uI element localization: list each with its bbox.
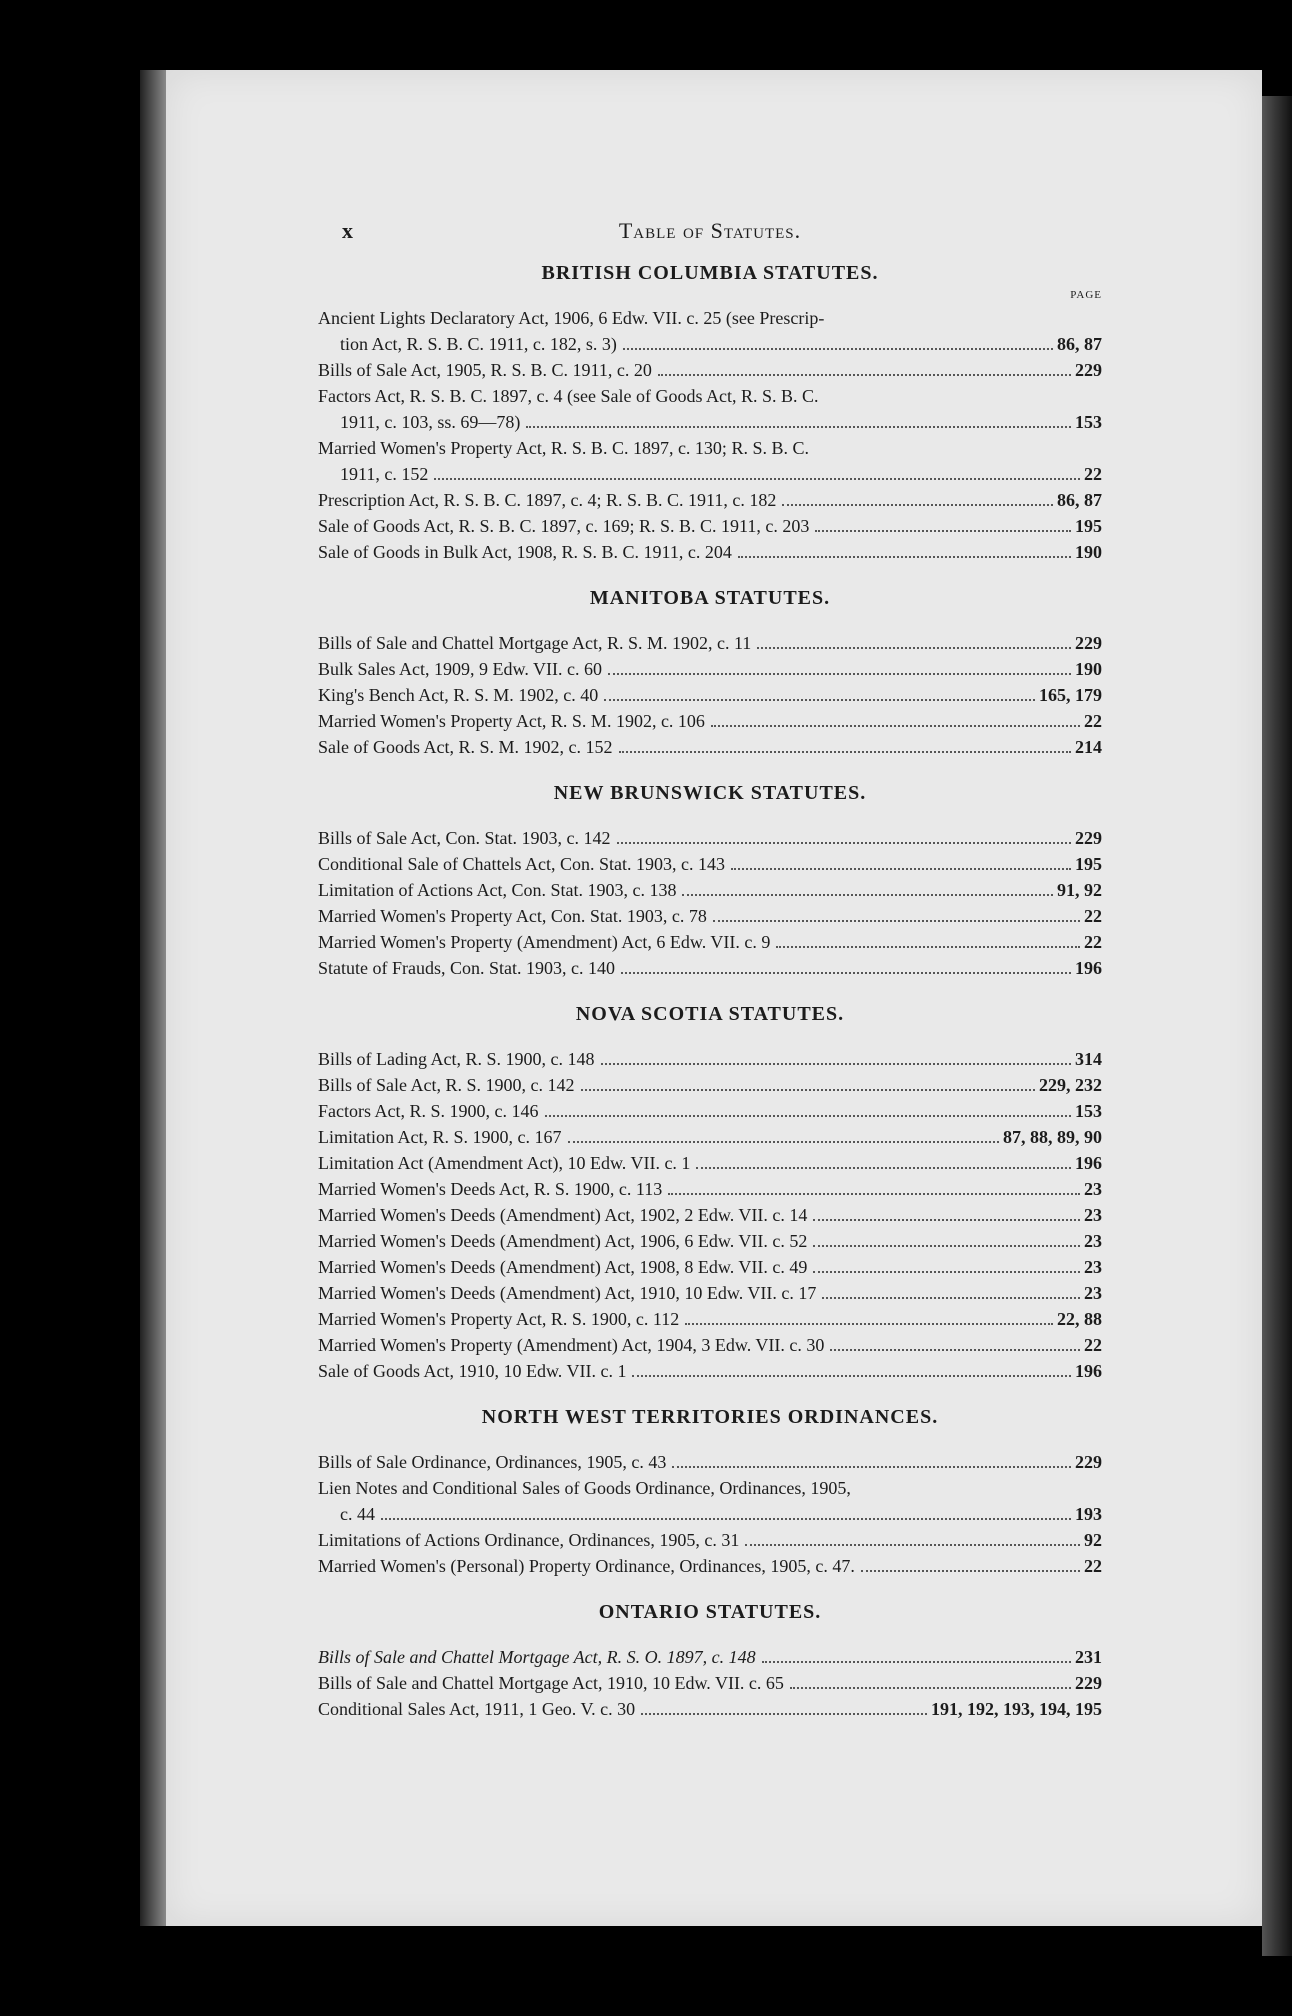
- statute-entry: [318, 1501, 1102, 1527]
- leader-dots: [658, 374, 1071, 376]
- statute-title: Limitation of Actions Act, Con. Stat. 1903, c. 138: [318, 880, 677, 900]
- leader-dots: [608, 673, 1071, 675]
- spacer: [318, 1579, 1102, 1601]
- statute-title: 1911, c. 152: [340, 464, 429, 484]
- statute-entry: [318, 1696, 1102, 1722]
- statute-title: tion Act, R. S. B. C. 1911, c. 182, s. 3): [340, 334, 617, 354]
- statute-entry: [318, 1176, 1102, 1202]
- leader-dots: [711, 725, 1080, 727]
- page-column-label: [318, 809, 1102, 825]
- statute-list: [318, 825, 1102, 981]
- page-reference: 196: [1075, 1153, 1102, 1173]
- leader-dots: [745, 1544, 1080, 1546]
- statute-entry: [318, 877, 1102, 903]
- statute-section: [318, 1003, 1102, 1406]
- page-reference: 23: [1084, 1257, 1102, 1277]
- page-reference: 22: [1084, 1556, 1102, 1576]
- statute-entry: [318, 409, 1102, 435]
- leader-dots: [672, 1466, 1071, 1468]
- statute-entry: [318, 1358, 1102, 1384]
- leader-dots: [526, 426, 1071, 428]
- statute-entry: [318, 1124, 1102, 1150]
- statute-entry: [318, 1449, 1102, 1475]
- statute-title: Married Women's Property (Amendment) Act, 6 Edw. VII. c. 9: [318, 932, 771, 952]
- page-reference: 214: [1075, 737, 1102, 757]
- page-reference: 190: [1075, 659, 1102, 679]
- statute-list: [318, 305, 1102, 565]
- page-reference: 87, 88, 89, 90: [1003, 1127, 1102, 1147]
- leader-dots: [790, 1687, 1071, 1689]
- statute-entry: [318, 1072, 1102, 1098]
- leader-dots: [813, 1219, 1080, 1221]
- statute-title: Conditional Sale of Chattels Act, Con. Stat. 1903, c. 143: [318, 854, 725, 874]
- page-reference: 229: [1075, 633, 1102, 653]
- statute-title: Married Women's Deeds (Amendment) Act, 1902, 2 Edw. VII. c. 14: [318, 1205, 808, 1225]
- page-reference: 22: [1084, 1335, 1102, 1355]
- statute-title: Married Women's Deeds (Amendment) Act, 1906, 6 Edw. VII. c. 52: [318, 1231, 808, 1251]
- page-reference: 22: [1084, 932, 1102, 952]
- leader-dots: [623, 348, 1053, 350]
- statute-entry: [318, 435, 1102, 461]
- statute-entry: [318, 1670, 1102, 1696]
- statute-title: Limitations of Actions Ordinance, Ordinances, 1905, c. 31: [318, 1530, 740, 1550]
- statute-entry: [318, 305, 1102, 331]
- page-reference: 195: [1075, 516, 1102, 536]
- leader-dots: [813, 1271, 1080, 1273]
- statute-list: [318, 1449, 1102, 1579]
- statute-section: [318, 782, 1102, 1003]
- page-column-label: [318, 1433, 1102, 1449]
- statute-entry: [318, 1254, 1102, 1280]
- leader-dots: [738, 556, 1071, 558]
- page-reference: 22: [1084, 711, 1102, 731]
- page-reference: 22: [1084, 906, 1102, 926]
- leader-dots: [762, 1661, 1071, 1663]
- statute-title: Bills of Sale and Chattel Mortgage Act, R. S. O. 1897, c. 148: [318, 1647, 756, 1667]
- statute-entry: [318, 1475, 1102, 1501]
- page-reference: 191, 192, 193, 194, 195: [931, 1699, 1102, 1719]
- page-column-label: [318, 1628, 1102, 1644]
- statute-entry: [318, 1280, 1102, 1306]
- page-right-edge: [1262, 96, 1292, 1956]
- spacer: [318, 565, 1102, 587]
- page-reference: 231: [1075, 1647, 1102, 1667]
- statute-entry: [318, 461, 1102, 487]
- page-binding-edge: [140, 70, 166, 1926]
- page-reference: 23: [1084, 1179, 1102, 1199]
- leader-dots: [757, 647, 1071, 649]
- statute-title: Statute of Frauds, Con. Stat. 1903, c. 140: [318, 958, 615, 978]
- page-number: x: [342, 218, 353, 243]
- spacer: [318, 250, 1102, 262]
- leader-dots: [776, 946, 1080, 948]
- leader-dots: [813, 1245, 1080, 1247]
- leader-dots: [641, 1713, 927, 1715]
- statute-entry: [318, 1306, 1102, 1332]
- statute-entry: [318, 383, 1102, 409]
- statute-entry: [318, 708, 1102, 734]
- page-reference: 229: [1075, 1452, 1102, 1472]
- page-reference: 229, 232: [1039, 1075, 1102, 1095]
- statute-title: Factors Act, R. S. 1900, c. 146: [318, 1101, 539, 1121]
- statute-title: c. 44: [340, 1504, 375, 1524]
- statute-entry: [318, 630, 1102, 656]
- statute-title: Married Women's Property Act, R. S. 1900, c. 112: [318, 1309, 680, 1329]
- page-reference: 165, 179: [1039, 685, 1102, 705]
- statute-entry: [318, 1553, 1102, 1579]
- leader-dots: [434, 478, 1080, 480]
- spacer: [318, 981, 1102, 1003]
- page-reference: 153: [1075, 1101, 1102, 1121]
- statute-entry: [318, 513, 1102, 539]
- page-reference: 153: [1075, 412, 1102, 432]
- statute-title: Bills of Sale and Chattel Mortgage Act, R. S. M. 1902, c. 11: [318, 633, 752, 653]
- leader-dots: [668, 1193, 1080, 1195]
- statute-entry: [318, 1046, 1102, 1072]
- statute-section: [318, 587, 1102, 782]
- leader-dots: [601, 1063, 1072, 1065]
- statute-title: Married Women's Deeds (Amendment) Act, 1910, 10 Edw. VII. c. 17: [318, 1283, 817, 1303]
- leader-dots: [581, 1089, 1036, 1091]
- statute-entry: [318, 1332, 1102, 1358]
- statute-entry: [318, 1098, 1102, 1124]
- statute-entry: [318, 825, 1102, 851]
- page-reference: 22, 88: [1057, 1309, 1102, 1329]
- statute-entry: [318, 1150, 1102, 1176]
- page-reference: 196: [1075, 1361, 1102, 1381]
- statute-list: [318, 630, 1102, 760]
- page-reference: 195: [1075, 854, 1102, 874]
- leader-dots: [619, 751, 1072, 753]
- leader-dots: [381, 1518, 1071, 1520]
- statute-entry: [318, 1228, 1102, 1254]
- statute-list: [318, 1644, 1102, 1722]
- leader-dots: [822, 1297, 1080, 1299]
- page-reference: 22: [1084, 464, 1102, 484]
- leader-dots: [861, 1570, 1080, 1572]
- statute-title: Limitation Act (Amendment Act), 10 Edw. VII. c. 1: [318, 1153, 691, 1173]
- leader-dots: [696, 1167, 1071, 1169]
- leader-dots: [682, 894, 1053, 896]
- statute-title: Bills of Lading Act, R. S. 1900, c. 148: [318, 1049, 595, 1069]
- statute-entry: [318, 851, 1102, 877]
- statute-title: Married Women's Property (Amendment) Act, 1904, 3 Edw. VII. c. 30: [318, 1335, 825, 1355]
- statute-entry: [318, 955, 1102, 981]
- leader-dots: [830, 1349, 1080, 1351]
- statute-entry: [318, 331, 1102, 357]
- statute-entry: [318, 539, 1102, 565]
- statute-title: Limitation Act, R. S. 1900, c. 167: [318, 1127, 562, 1147]
- statute-title: Conditional Sales Act, 1911, 1 Geo. V. c. 30: [318, 1699, 636, 1719]
- statute-title: King's Bench Act, R. S. M. 1902, c. 40: [318, 685, 599, 705]
- leader-dots: [621, 972, 1071, 974]
- page-reference: 86, 87: [1057, 490, 1102, 510]
- page-reference: 229: [1075, 1673, 1102, 1693]
- statute-title: Married Women's Property Act, R. S. B. C. 1897, c. 130; R. S. B. C.: [318, 438, 809, 458]
- spacer: [318, 1384, 1102, 1406]
- statute-entry: [318, 1202, 1102, 1228]
- statute-title: Sale of Goods Act, R. S. B. C. 1897, c. 169; R. S. B. C. 1911, c. 203: [318, 516, 810, 536]
- statute-entry: [318, 1527, 1102, 1553]
- page-reference: 190: [1075, 542, 1102, 562]
- page-reference: 86, 87: [1057, 334, 1102, 354]
- statute-entry: [318, 903, 1102, 929]
- leader-dots: [815, 530, 1071, 532]
- leader-dots: [731, 868, 1071, 870]
- page-reference: 196: [1075, 958, 1102, 978]
- section-title: MANITOBA STATUTES.: [589, 587, 831, 609]
- spacer: [318, 760, 1102, 782]
- section-title: NOVA SCOTIA STATUTES.: [575, 1003, 845, 1025]
- page-column-label: PAGE: [1070, 289, 1102, 301]
- statute-entry: [318, 656, 1102, 682]
- statute-title: 1911, c. 103, ss. 69—78): [340, 412, 521, 432]
- leader-dots: [617, 842, 1072, 844]
- statute-title: Bills of Sale and Chattel Mortgage Act, 1910, 10 Edw. VII. c. 65: [318, 1673, 784, 1693]
- section-title: BRITISH COLUMBIA STATUTES.: [541, 262, 879, 284]
- spacer: [318, 1722, 1102, 1744]
- running-title: Table of Statutes.: [618, 218, 802, 243]
- statute-title: Married Women's (Personal) Property Ordinance, Ordinances, 1905, c. 47.: [318, 1556, 855, 1576]
- statute-title: Married Women's Deeds (Amendment) Act, 1908, 8 Edw. VII. c. 49: [318, 1257, 808, 1277]
- statute-entry: [318, 1644, 1102, 1670]
- page-reference: 229: [1075, 828, 1102, 848]
- page-reference: 23: [1084, 1205, 1102, 1225]
- statute-title: Sale of Goods in Bulk Act, 1908, R. S. B. C. 1911, c. 204: [318, 542, 732, 562]
- page-column-label: [318, 1030, 1102, 1046]
- statute-title: Bills of Sale Act, 1905, R. S. B. C. 1911, c. 20: [318, 360, 652, 380]
- statute-title: Prescription Act, R. S. B. C. 1897, c. 4; R. S. B. C. 1911, c. 182: [318, 490, 777, 510]
- statute-entry: [318, 682, 1102, 708]
- page-reference: 193: [1075, 1504, 1102, 1524]
- statute-title: Bills of Sale Ordinance, Ordinances, 1905, c. 43: [318, 1452, 667, 1472]
- page-content: [318, 218, 1102, 1744]
- statute-entry: [318, 734, 1102, 760]
- statute-title: Sale of Goods Act, R. S. M. 1902, c. 152: [318, 737, 613, 757]
- leader-dots: [685, 1323, 1053, 1325]
- statute-section: [318, 1601, 1102, 1744]
- page-reference: 229: [1075, 360, 1102, 380]
- page-column-label: [318, 614, 1102, 630]
- statute-entry: [318, 487, 1102, 513]
- leader-dots: [713, 920, 1080, 922]
- statute-title: Married Women's Deeds Act, R. S. 1900, c. 113: [318, 1179, 663, 1199]
- leader-dots: [604, 699, 1035, 701]
- statute-sections: [318, 262, 1102, 1744]
- statute-title: Ancient Lights Declaratory Act, 1906, 6 Edw. VII. c. 25 (see Prescrip-: [318, 308, 825, 328]
- leader-dots: [782, 504, 1053, 506]
- page-reference: 23: [1084, 1231, 1102, 1251]
- statute-entry: [318, 357, 1102, 383]
- page-header: [318, 218, 1102, 250]
- statute-title: Bulk Sales Act, 1909, 9 Edw. VII. c. 60: [318, 659, 602, 679]
- statute-entry: [318, 929, 1102, 955]
- page-reference: 91, 92: [1057, 880, 1102, 900]
- section-title: ONTARIO STATUTES.: [598, 1601, 822, 1623]
- statute-title: Married Women's Property Act, Con. Stat. 1903, c. 78: [318, 906, 707, 926]
- statute-title: Sale of Goods Act, 1910, 10 Edw. VII. c. 1: [318, 1361, 627, 1381]
- leader-dots: [545, 1115, 1072, 1117]
- section-title: NEW BRUNSWICK STATUTES.: [553, 782, 867, 804]
- leader-dots: [632, 1375, 1071, 1377]
- statute-title: Married Women's Property Act, R. S. M. 1902, c. 106: [318, 711, 705, 731]
- statute-section: [318, 262, 1102, 587]
- statute-title: Bills of Sale Act, R. S. 1900, c. 142: [318, 1075, 575, 1095]
- statute-title: Bills of Sale Act, Con. Stat. 1903, c. 142: [318, 828, 611, 848]
- statute-section: [318, 1406, 1102, 1601]
- page-reference: 23: [1084, 1283, 1102, 1303]
- statute-list: [318, 1046, 1102, 1384]
- statute-title: Factors Act, R. S. B. C. 1897, c. 4 (see Sale of Goods Act, R. S. B. C.: [318, 386, 819, 406]
- leader-dots: [568, 1141, 1000, 1143]
- section-title: NORTH WEST TERRITORIES ORDINANCES.: [481, 1406, 939, 1428]
- statute-title: Lien Notes and Conditional Sales of Goods Ordinance, Ordinances, 1905,: [318, 1478, 851, 1498]
- page-reference: 314: [1075, 1049, 1102, 1069]
- page-reference: 92: [1084, 1530, 1102, 1550]
